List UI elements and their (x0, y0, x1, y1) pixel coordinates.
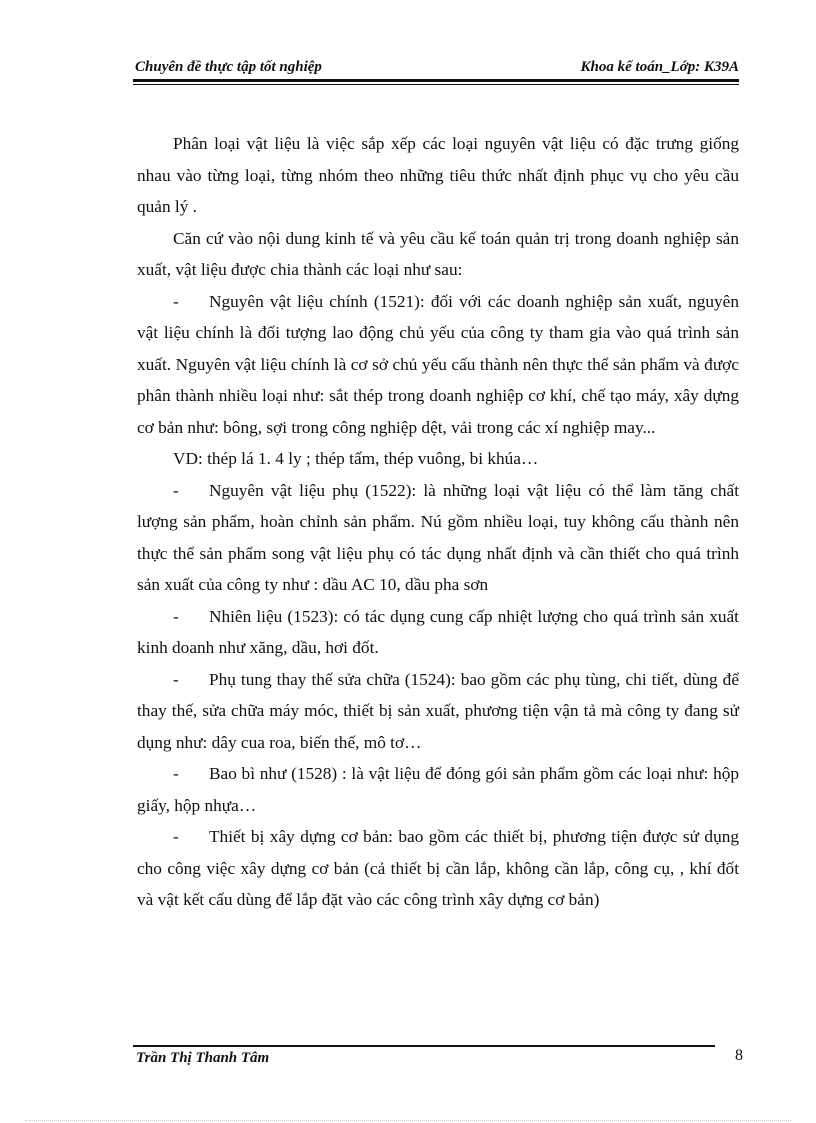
document-body (137, 128, 739, 916)
page-number: 8 (735, 1047, 743, 1064)
list-item-text: Nguyên vật liệu phụ (1522): là những loại vật liệu có thể làm tăng chất lượng sản phẩm, hoàn chỉnh sản phẩm. Nú gồm nhiều loại, tuy không cấu thành nên thực thể sản phẩm song vật liệu phụ có tác dụng nhất định và cần thiết cho quá trình sản xuất của công ty như : dầu AC 10, dầu pha sơn (137, 480, 739, 594)
header-rule-thin (133, 84, 739, 85)
bullet-dash: - (173, 764, 179, 783)
bullet-dash: - (173, 669, 179, 689)
list-item-spare-parts (137, 664, 739, 759)
list-item-text: Thiết bị xây dựng cơ bản: bao gồm các thiết bị, phương tiện được sử dụng cho công việc xây dựng cơ bản (cả thiết bị cần lắp, không cần lắp, công cụ, , khí đốt và vật kết cấu dùng để lắp đặt vào các công trình xây dựng cơ bản) (137, 827, 739, 909)
list-item-text: Bao bì như (1528) : là vật liệu để đóng gói sản phẩm gồm các loại như: hộp giấy, hộp nhựa… (137, 764, 739, 815)
bullet-dash: - (173, 291, 179, 311)
paragraph-example: VD: thép lá 1. 4 ly ; thép tấm, thép vuông, bi khúa… (173, 449, 539, 468)
list-item-fuel (137, 601, 739, 664)
list-item-construction-equipment (137, 821, 739, 916)
list-item-main-materials (137, 286, 739, 444)
bullet-dash: - (173, 827, 179, 846)
header-department-class: Khoa kế toán_Lớp: K39A (580, 59, 739, 75)
list-item-auxiliary-materials (137, 475, 739, 601)
bullet-dash: - (173, 480, 179, 500)
bullet-dash: - (173, 606, 179, 626)
list-item-packaging (137, 758, 739, 821)
header-rule-thick (133, 79, 739, 82)
page-header (133, 56, 739, 78)
list-item-text: Nguyên vật liệu chính (1521): đối với các doanh nghiệp sản xuất, nguyên vật liệu chính là đối tượng lao động chủ yếu của công ty tham gia vào quá trình sản xuất. Nguyên vật liệu chính là cơ sở chủ yếu cấu thành nên thực thể sản phẩm và được phân thành nhiều loại như: sắt thép trong doanh nghiệp cơ khí, chế tạo máy, xây dựng cơ bản như: bông, sợi trong công nghiệp dệt, vải trong các xí nghiệp may... (137, 291, 739, 437)
footer-author: Trần Thị Thanh Tâm (136, 1050, 270, 1066)
paragraph-classification-intro: Phân loại vật liệu là việc sắp xếp các loại nguyên vật liệu có đặc trưng giống nhau vào từng loại, từng nhóm theo những tiêu thức nhất định phục vụ cho yêu cầu quản lý . (137, 134, 739, 216)
page-edge-divider (25, 1120, 791, 1121)
header-document-title: Chuyên đề thực tập tốt nghiệp (135, 59, 322, 75)
list-item-text: Nhiên liệu (1523): có tác dụng cung cấp nhiệt lượng cho quá trình sản xuất kinh doanh như xăng, dầu, hơi đốt. (137, 606, 739, 657)
list-item-text: Phụ tung thay thế sửa chữa (1524): bao gồm các phụ tùng, chi tiết, dùng để thay thế, sửa chữa máy móc, thiết bị sản xuất, phương tiện vận tả mà công ty đang sử dụng như: dây cua roa, biến thế, mô tơ… (137, 669, 739, 752)
paragraph-classification-basis: Căn cứ vào nội dung kinh tế và yêu cầu kế toán quản trị trong doanh nghiệp sản xuất, vật liệu được chia thành các loại như sau: (137, 228, 739, 279)
